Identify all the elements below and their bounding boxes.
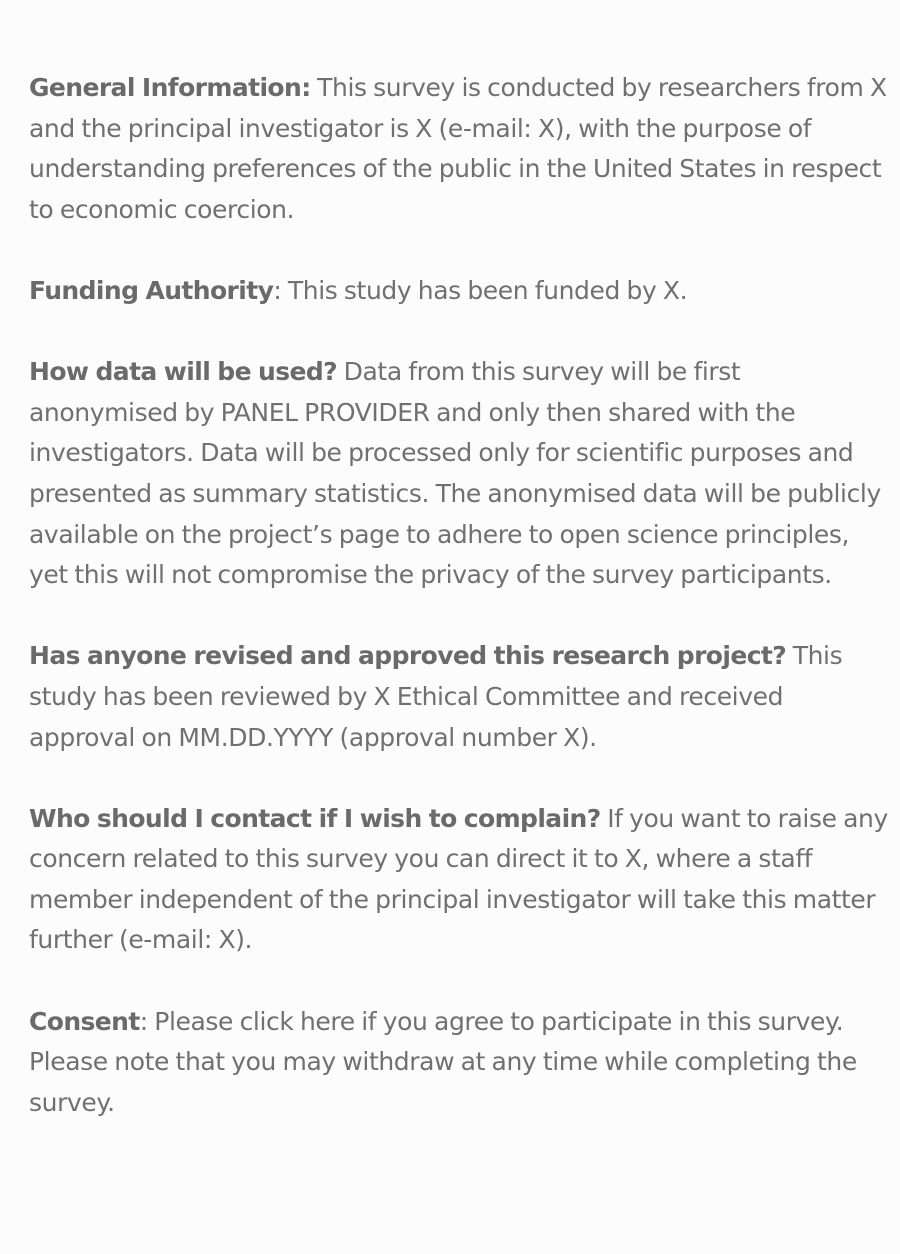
consent-section[interactable] [29,1002,891,1124]
data-usage-body: Data from this survey will be first anonymised by PANEL PROVIDER and only then shared with the investigators. Data will be processed only for scientific purposes and presented as summary statistics. The anonymised data will be publicly available on the project’s page to adhere to open science principles, yet this will not compromise the privacy of the survey participants. [29,357,881,590]
funding-authority-heading: Funding Authority [29,275,274,305]
data-usage-section [29,352,891,596]
general-information-heading: General Information: [29,73,311,102]
consent-heading: Consent [29,1006,140,1036]
funding-authority-body: : This study has been funded by X. [273,275,688,305]
ethics-approval-body: This study has been reviewed by X Ethical Committee and received approval on MM.DD.YYYY (approval number X). [29,641,843,752]
complaint-contact-section [29,799,891,961]
funding-authority-section [29,271,891,312]
survey-information-text [29,68,891,1123]
general-information-body: This survey is conducted by researchers from X and the principal investigator is X (e-mail: X), with the purpose of understanding preferences of the public in the United States in respect to economic coercion. [29,73,887,224]
consent-body: : Please click here if you agree to participate in this survey. Please note that you may withdraw at any time while completing the survey. [29,1006,857,1117]
general-information-section [29,68,891,230]
data-usage-heading: How data will be used? [29,357,338,387]
ethics-approval-section [29,636,891,758]
ethics-approval-heading: Has anyone revised and approved this research project? [29,641,787,671]
complaint-contact-heading: Who should I contact if I wish to complain? [29,803,601,833]
complaint-contact-body: If you want to raise any concern related to this survey you can direct it to X, where a staff member independent of the principal investigator will take this matter further (e-mail: X). [29,803,888,955]
